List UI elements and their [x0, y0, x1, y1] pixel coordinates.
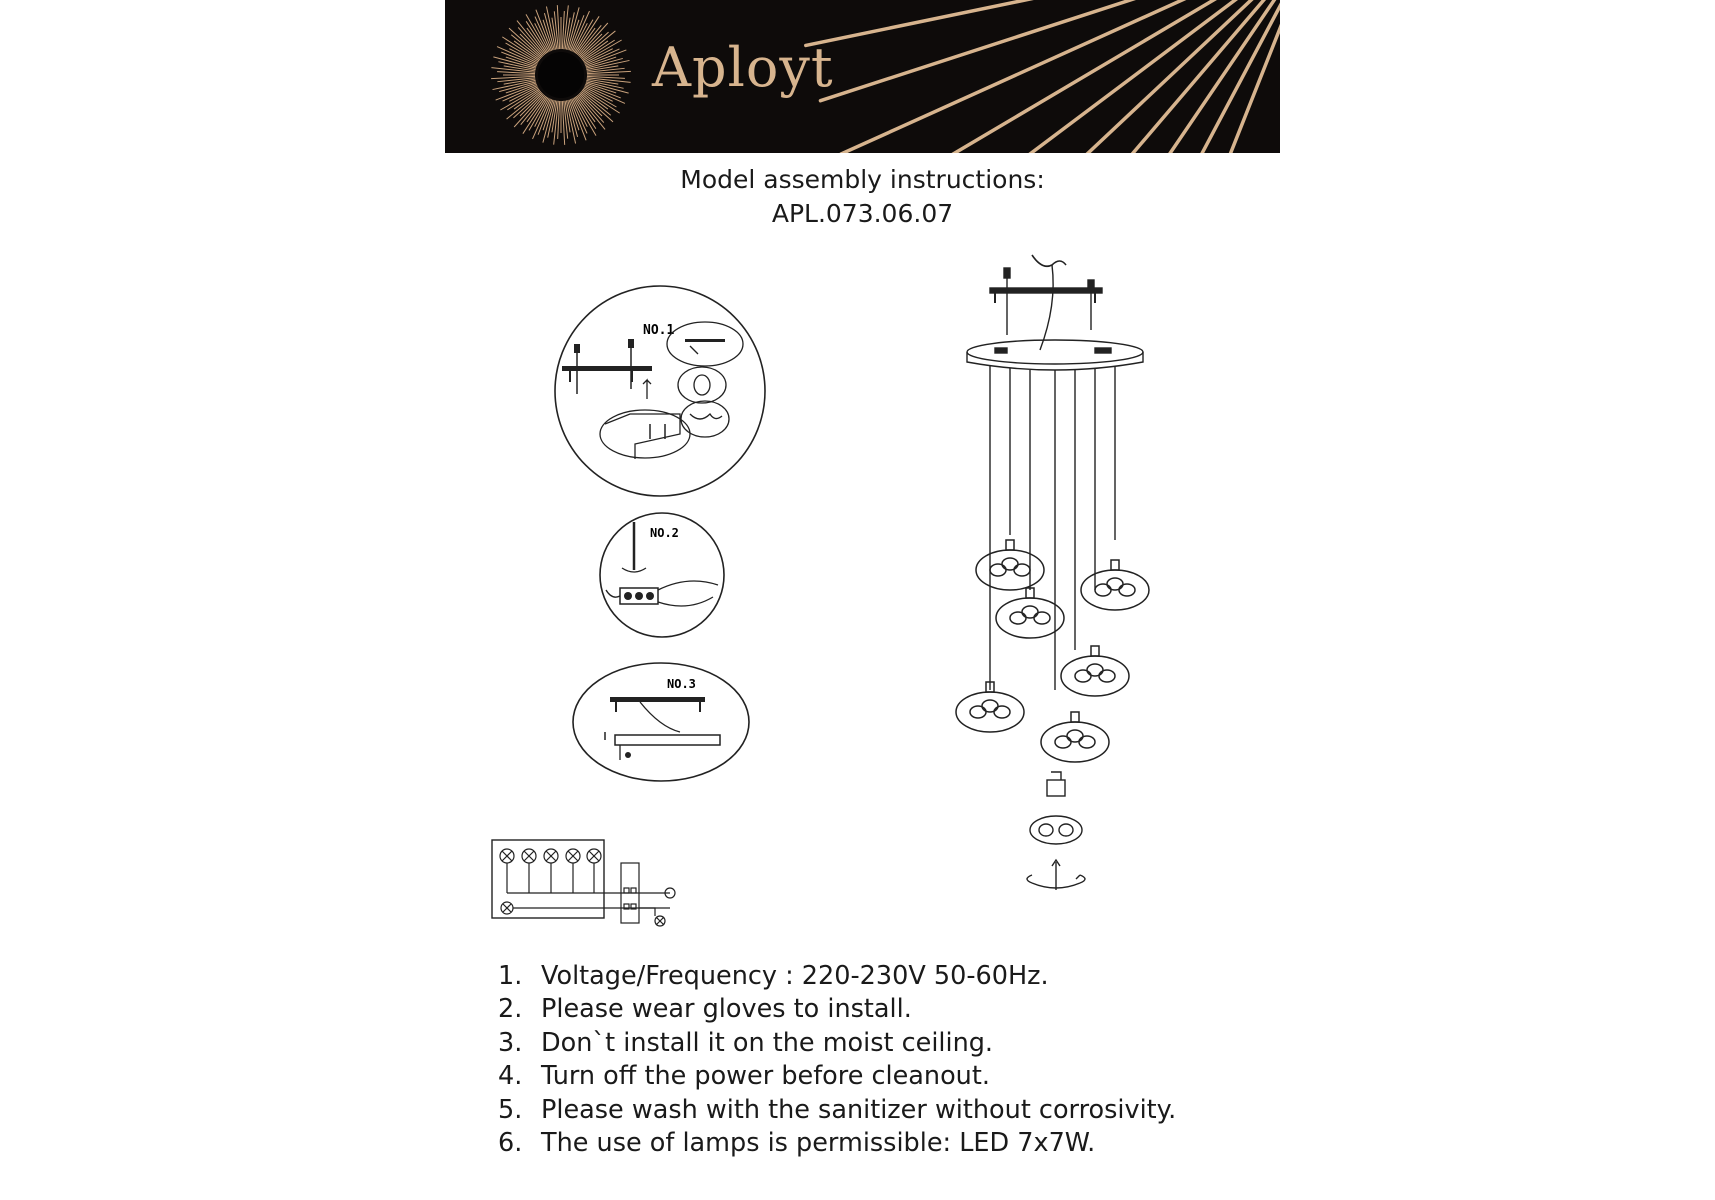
wiring-diagram: [490, 838, 680, 928]
brand-banner: [445, 0, 1280, 153]
model-number: APL.073.06.07: [771, 199, 954, 228]
document-title: Model assembly instructions:: [680, 165, 1045, 194]
sunburst-logo-icon: [445, 0, 1280, 153]
step-2-diagram: [598, 510, 728, 640]
note-item: 5. Please wash with the sanitizer without corrosivity.: [498, 1094, 1177, 1125]
step-1-label: NO.1: [643, 323, 675, 338]
step-3-label: NO.3: [667, 677, 696, 691]
step-1-diagram: [550, 284, 770, 504]
step-2-label: NO.2: [650, 526, 679, 540]
instruction-notes: [498, 960, 1176, 1160]
note-item: 3. Don`t install it on the moist ceiling.: [498, 1027, 994, 1058]
note-item: 6. The use of lamps is permissible: LED 7x7W.: [498, 1128, 1096, 1159]
note-item: 4. Turn off the power before cleanout.: [498, 1061, 990, 1092]
note-item: 2. Please wear gloves to install.: [498, 994, 912, 1025]
step-3-diagram: [570, 660, 752, 785]
chandelier-diagram: [945, 250, 1165, 910]
note-item: 1. Voltage/Frequency : 220-230V 50-60Hz.: [498, 961, 1049, 991]
brand-name: Aployt: [652, 36, 834, 99]
